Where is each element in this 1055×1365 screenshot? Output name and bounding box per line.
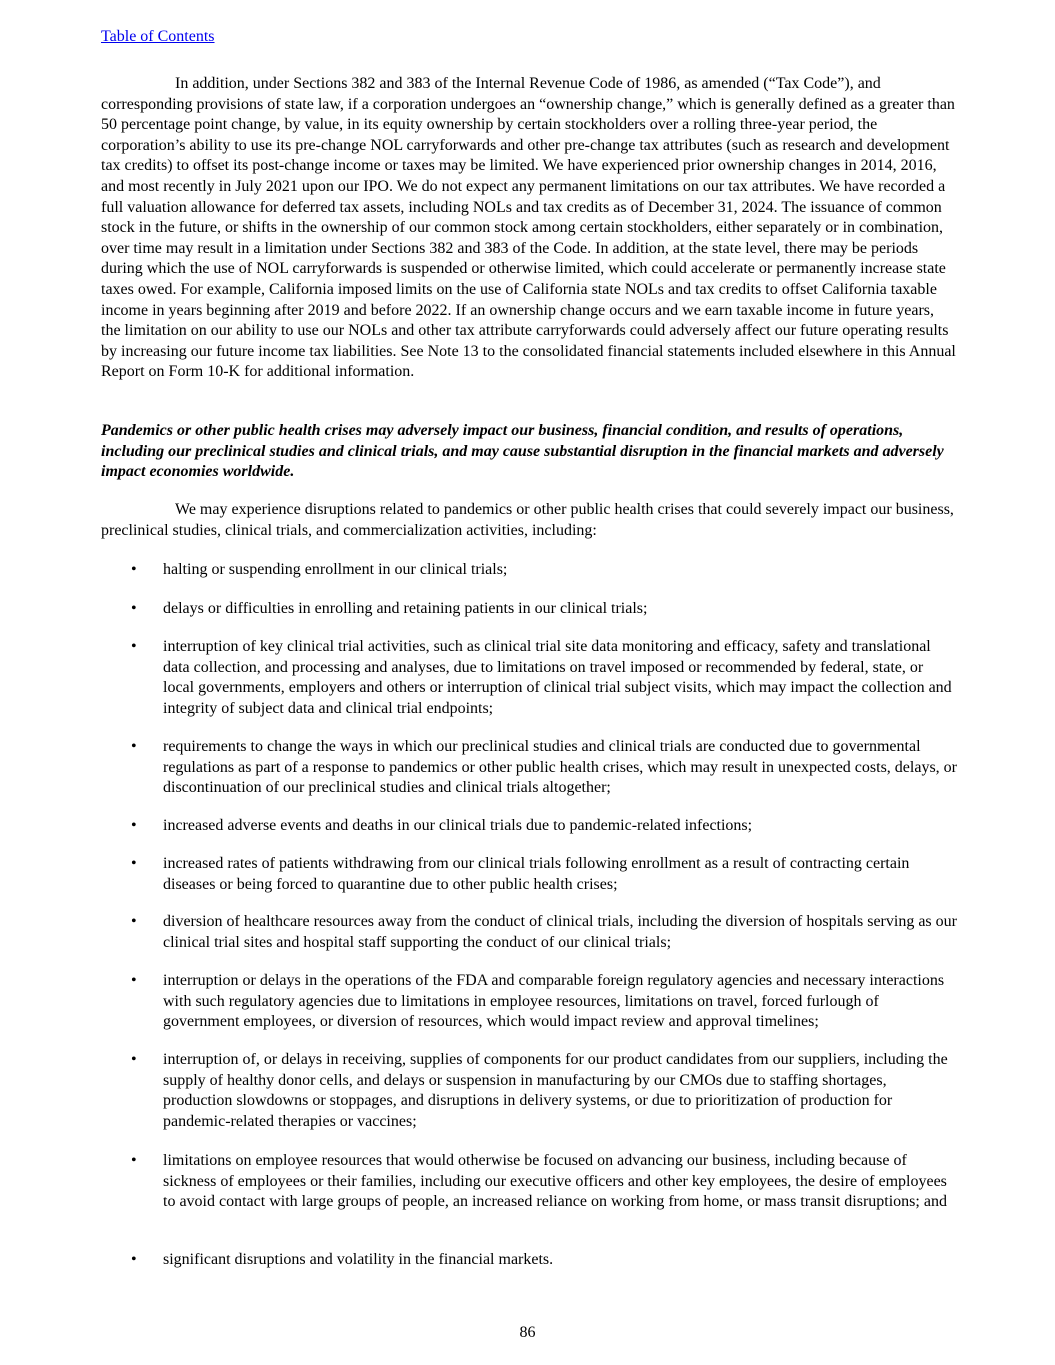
list-item-text: significant disruptions and volatility in the financial markets.	[163, 1251, 554, 1268]
bullet-icon: •	[131, 1152, 137, 1169]
list-item-text: diversion of healthcare resources away from the conduct of clinical trials, including the diversion of hospitals serving as our clinical trial sites and hospital staff supporting the conduct of our clinical trials;	[163, 913, 957, 951]
list-item-text: halting or suspending enrollment in our clinical trials;	[163, 561, 508, 578]
bullet-icon: •	[131, 972, 137, 989]
list-item-text: requirements to change the ways in which our preclinical studies and clinical trials are conducted due to governmental regulations as part of a response to pandemics or other public health crises, which may result in unexpected costs, delays, or discontinuation of our preclinical studies and clinical trials altogether;	[163, 738, 957, 797]
list-item-text: interruption of, or delays in receiving, supplies of components for our product candidates from our suppliers, including the supply of healthy donor cells, and delays or suspension in manufacturing by our CMOs due to staffing shortages, production slowdowns or stoppages, and disruptions in delivery systems, or due to prioritization of production for pandemic-related therapies or vaccines;	[163, 1051, 948, 1130]
bullet-icon: •	[131, 561, 137, 578]
bullet-icon: •	[131, 817, 137, 834]
bullet-icon: •	[131, 600, 137, 617]
disruptions-intro-paragraph: We may experience disruptions related to pandemics or other public health crises that could severely impact our business, preclinical studies, clinical trials, and commercialization activities, including:	[101, 501, 954, 539]
bullet-icon: •	[131, 638, 137, 655]
risk-factor-heading: Pandemics or other public health crises may adversely impact our business, financial condition, and results of operations, including our preclinical studies and clinical trials, and may cause substantial disruption in the financial markets and adversely impact economies worldwide.	[101, 422, 944, 481]
bullet-icon: •	[131, 855, 137, 872]
bullet-icon: •	[131, 1051, 137, 1068]
bullet-icon: •	[131, 913, 137, 930]
list-item-text: interruption of key clinical trial activities, such as clinical trial site data monitoring and efficacy, safety and translational data collection, and processing and analyses, due to limitations on travel imposed or recommended by federal, state, or local governments, employers and others or interruption of clinical trial subject visits, which may impact the collection and integrity of subject data and clinical trial endpoints;	[163, 638, 952, 717]
tax-code-paragraph: In addition, under Sections 382 and 383 of the Internal Revenue Code of 1986, as amended (“Tax Code”), and corresponding provisions of state law, if a corporation undergoes an “ownership change,” which is generally defined as a greater than 50 percentage point change, by value, in its equity ownership by certain stockholders over a rolling three-year period, the corporation’s ability to use its pre-change NOL carryforwards and other pre-change tax attributes (such as research and development tax credits) to offset its post-change income or taxes may be limited. We have experienced prior ownership changes in 2014, 2016, and most recently in July 2021 upon our IPO. We do not expect any permanent limitations on our tax attributes. We have recorded a full valuation allowance for deferred tax assets, including NOLs and tax credits as of December 31, 2024. The issuance of common stock in the future, or shifts in the ownership of our common stock among certain stockholders, either separately or in combination, over time may result in a limitation under Sections 382 and 383 of the Code. In addition, at the state level, there may be periods during which the use of NOL carryforwards is suspended or otherwise limited, which could accelerate or permanently increase state taxes owed. For example, California imposed limits on the use of California state NOLs and tax credits to offset California taxable income in years beginning after 2019 and before 2022. If an ownership change occurs and we earn taxable income in future years, the limitation on our ability to use our NOLs and other tax attribute carryforwards could adversely affect our future operating results by increasing our future income tax liabilities. See Note 13 to the consolidated financial statements included elsewhere in this Annual Report on Form 10-K for additional information.	[101, 75, 956, 381]
list-item-text: increased rates of patients withdrawing from our clinical trials following enrollment as a result of contracting certain diseases or being forced to quarantine due to other public health crises;	[163, 855, 910, 893]
table-of-contents-link[interactable]: Table of Contents	[101, 28, 215, 45]
list-item-text: increased adverse events and deaths in our clinical trials due to pandemic-related infections;	[163, 817, 753, 834]
list-item-text: delays or difficulties in enrolling and retaining patients in our clinical trials;	[163, 600, 648, 617]
bullet-icon: •	[131, 1251, 137, 1268]
bullet-icon: •	[131, 738, 137, 755]
page-number: 86	[519, 1324, 536, 1341]
list-item-text: limitations on employee resources that would otherwise be focused on advancing our business, including because of sickness of employees or their families, including our executive officers and other key employees, the desire of employees to avoid contact with large groups of people, an increased reliance on working from home, or mass transit disruptions; and	[163, 1152, 947, 1211]
list-item-text: interruption or delays in the operations of the FDA and comparable foreign regulatory agencies and necessary interactions with such regulatory agencies due to limitations in employee resources, limitations on travel, forced furlough of government employees, or diversion of resources, which would impact review and approval timelines;	[163, 972, 945, 1031]
